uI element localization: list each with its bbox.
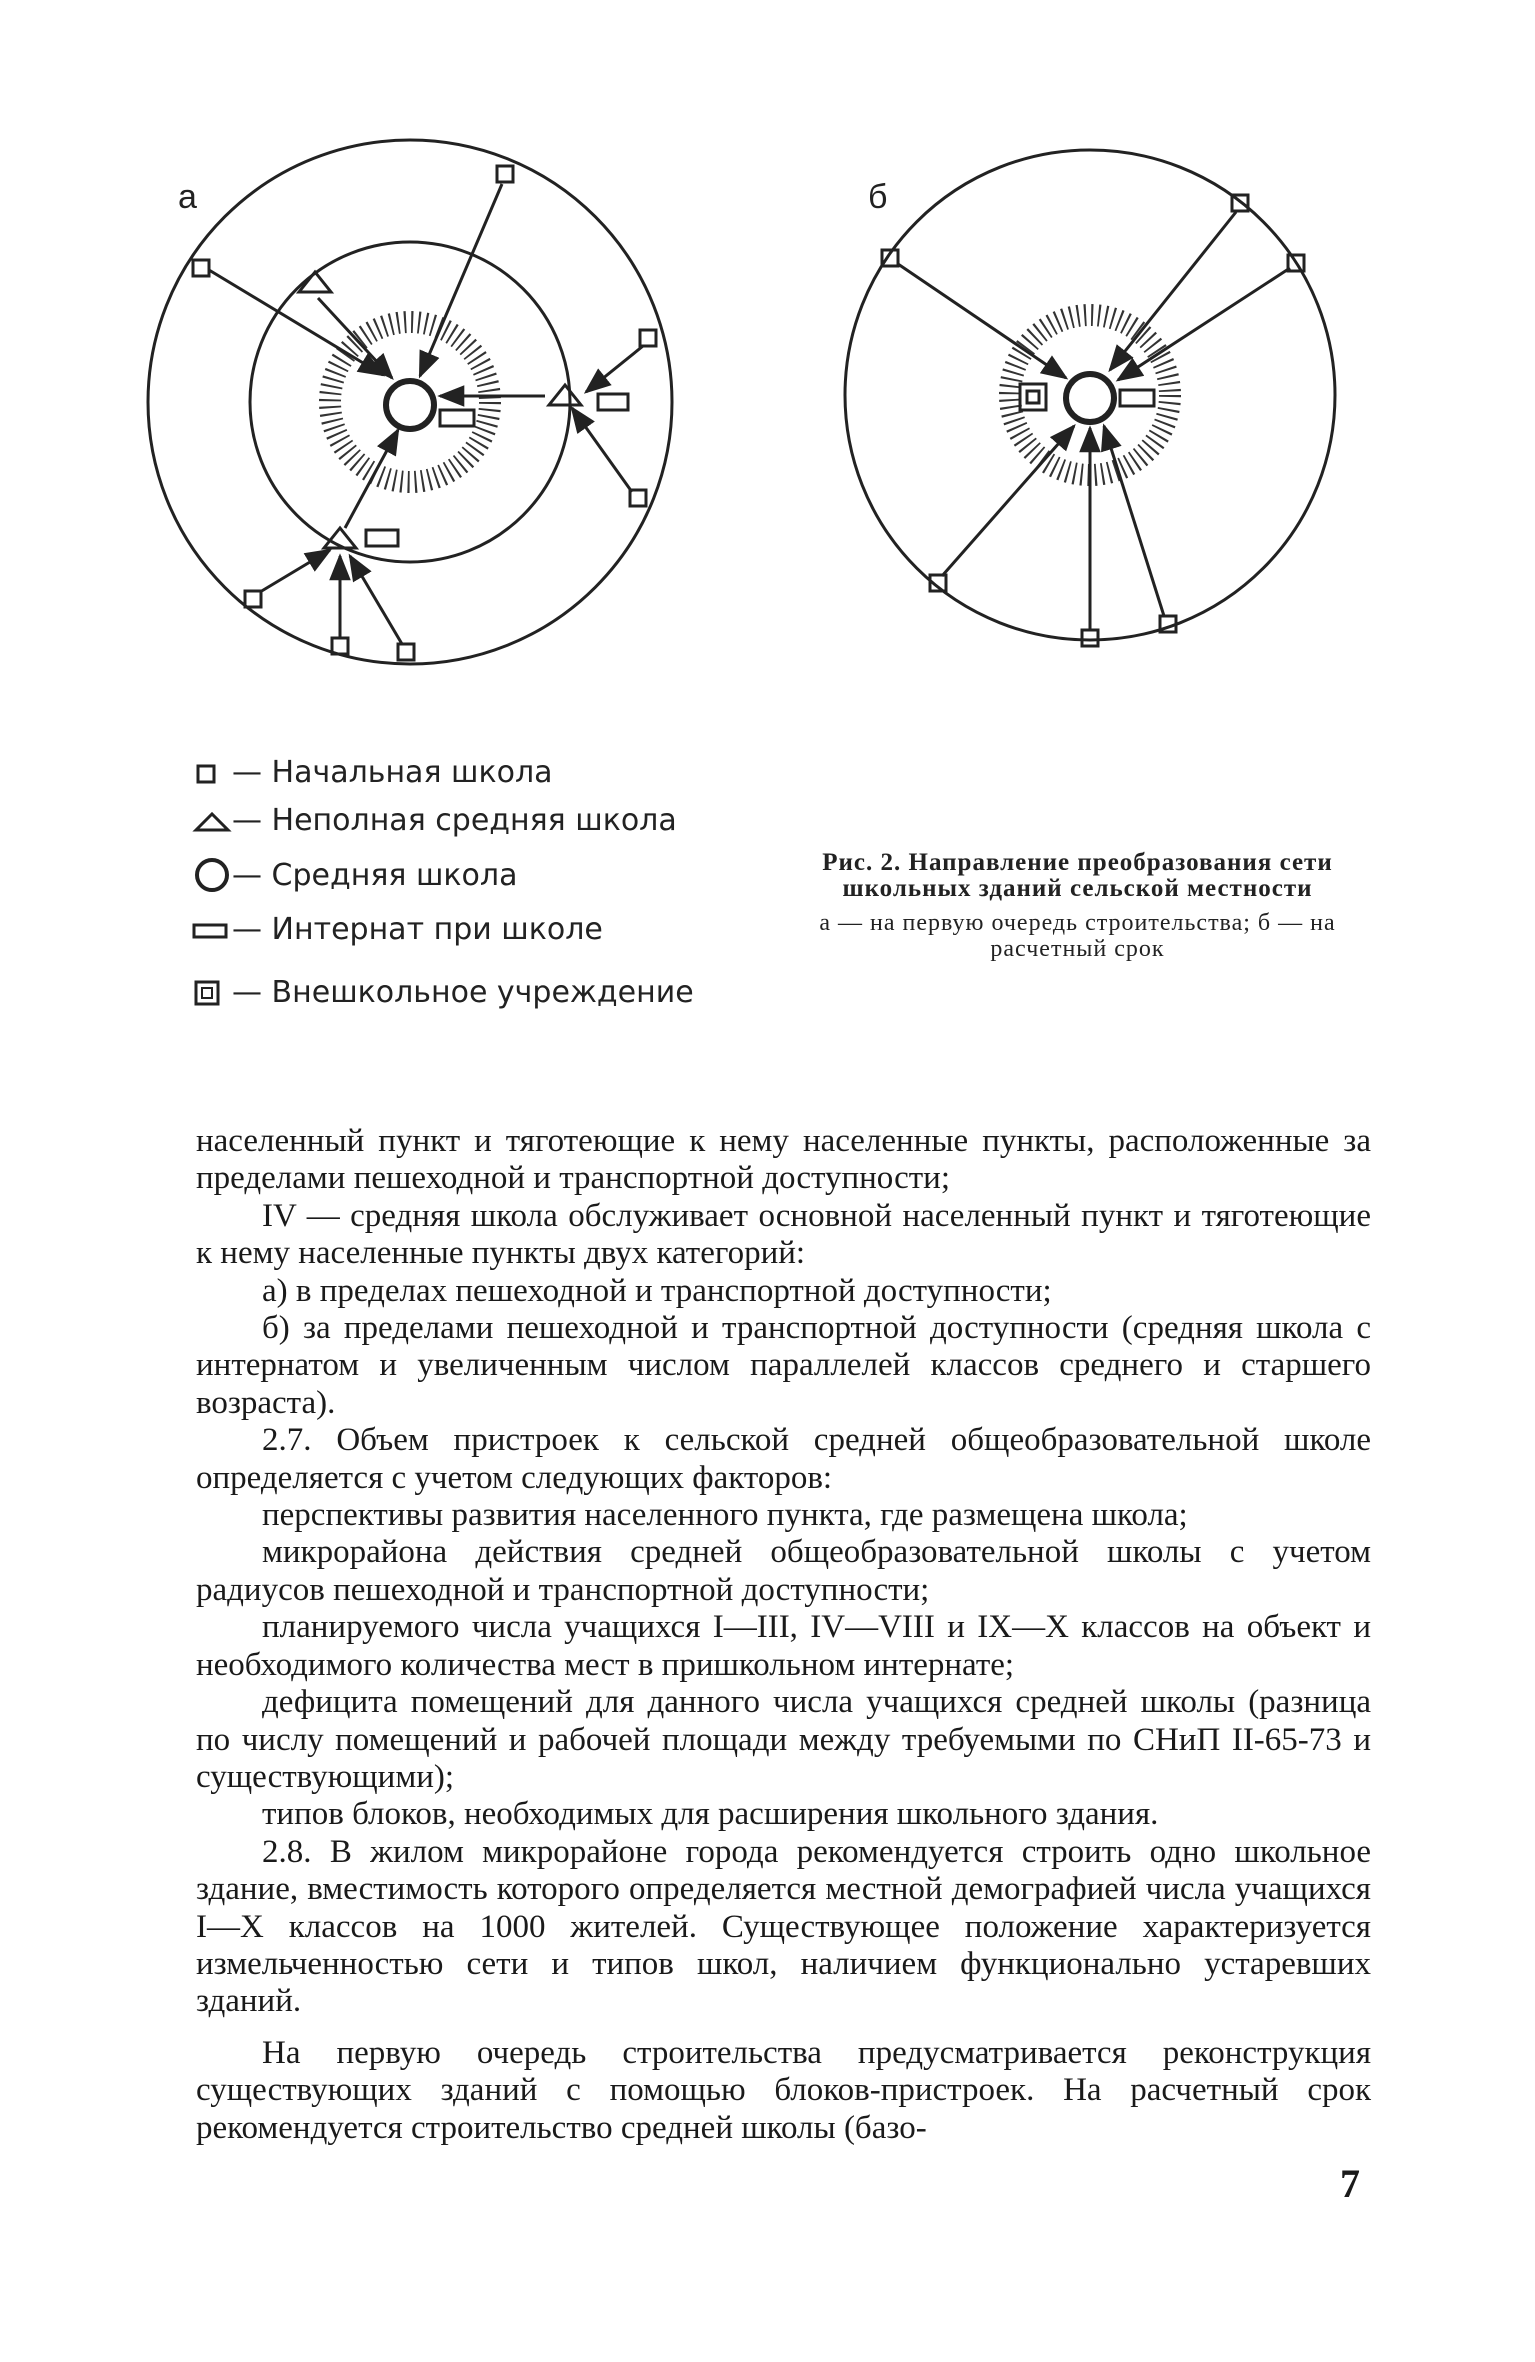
figure-caption	[800, 850, 1355, 962]
paragraph: б) за пределами пешеходной и транспортной доступности (средняя школа с интернатом и увеличенным числом параллелей классов среднего и старшего возраста).	[196, 1310, 1371, 1421]
diagram-b	[845, 150, 1335, 646]
paragraph: а) в пределах пешеходной и транспортной доступности;	[262, 1272, 1052, 1309]
square-icon	[192, 758, 232, 788]
secondary-school-b	[1066, 374, 1114, 422]
school-network-diagram	[0, 0, 1535, 720]
page-number: 7	[1340, 2161, 1360, 2206]
legend-item-boarding	[192, 912, 603, 947]
diagram-a	[148, 140, 672, 664]
legend-label: — Средняя школа	[232, 857, 518, 893]
legend-label: — Внешкольное учреждение	[232, 975, 694, 1010]
paragraph: типов блоков, необходимых для расширения школьного здания.	[262, 1796, 1159, 1833]
paragraph: IV — средняя школа обслуживает основной населенный пункт и тяготеющие к нему населенные пункты двух категорий:	[196, 1197, 1371, 1272]
body-text	[196, 1123, 1371, 2147]
legend-item-incomplete-school	[192, 803, 677, 838]
secondary-school-a	[386, 381, 434, 429]
rectangle-icon	[192, 915, 232, 945]
legend-item-extracurricular	[192, 975, 694, 1010]
paragraph: микрорайона действия средней общеобразовательной школы с учетом радиусов пешеходной и транспортной доступности;	[196, 1534, 1371, 1608]
paragraph: планируемого числа учащихся I—III, IV—VIII и IX—X классов на объект и необходимого количества мест в пришкольном интернате;	[196, 1609, 1371, 1683]
paragraph: дефицита помещений для данного числа учащихся средней школы (разница по числу помещений и рабочей площади между требуемыми по СНиП II-65-73 и существующими);	[196, 1684, 1371, 1795]
legend-item-secondary-school	[192, 855, 517, 895]
framed-square-icon	[192, 978, 232, 1008]
paragraph: перспективы развития населенного пункта, где размещена школа;	[262, 1497, 1188, 1534]
paragraph: 2.8. В жилом микрорайоне города рекомендуется строить одно школьное здание, вместимость которого определяется местной демографией числа учащихся I—X классов на 1000 жителей. Существующее положение характеризуется измельченностью сети и типов школ, наличием функционально устаревших зданий.	[196, 1833, 1371, 2020]
paragraph: На первую очередь строительства предусматривается реконструкция существующих зданий с помощью блоков-пристроек. На расчетный срок рекомендуется строительство средней школы (базо-	[196, 2034, 1371, 2146]
legend-label: — Неполная средняя школа	[232, 803, 677, 838]
boarding-a-center	[440, 410, 474, 426]
figure-label-b: б	[868, 178, 888, 216]
legend-item-primary-school	[192, 755, 553, 790]
circle-icon	[192, 855, 232, 895]
legend-label: — Начальная школа	[232, 755, 553, 790]
incomplete-school-a2	[549, 385, 581, 405]
caption-text: а — на первую очередь строительства; б — на расчетный срок	[819, 910, 1336, 962]
figure-label-a: а	[178, 178, 197, 216]
caption-title: Рис. 2. Направление преобразования сети школьных зданий сельской местности	[822, 849, 1333, 902]
legend-label: — Интернат при школе	[232, 912, 603, 947]
paragraph: населенный пункт и тяготеющие к нему населенные пункты, расположенные за пределами пешеходной и транспортной доступности;	[196, 1123, 1371, 1197]
paragraph: 2.7. Объем пристроек к сельской средней общеобразовательной школе определяется с учетом следующих факторов:	[196, 1422, 1371, 1496]
triangle-icon	[192, 806, 232, 836]
